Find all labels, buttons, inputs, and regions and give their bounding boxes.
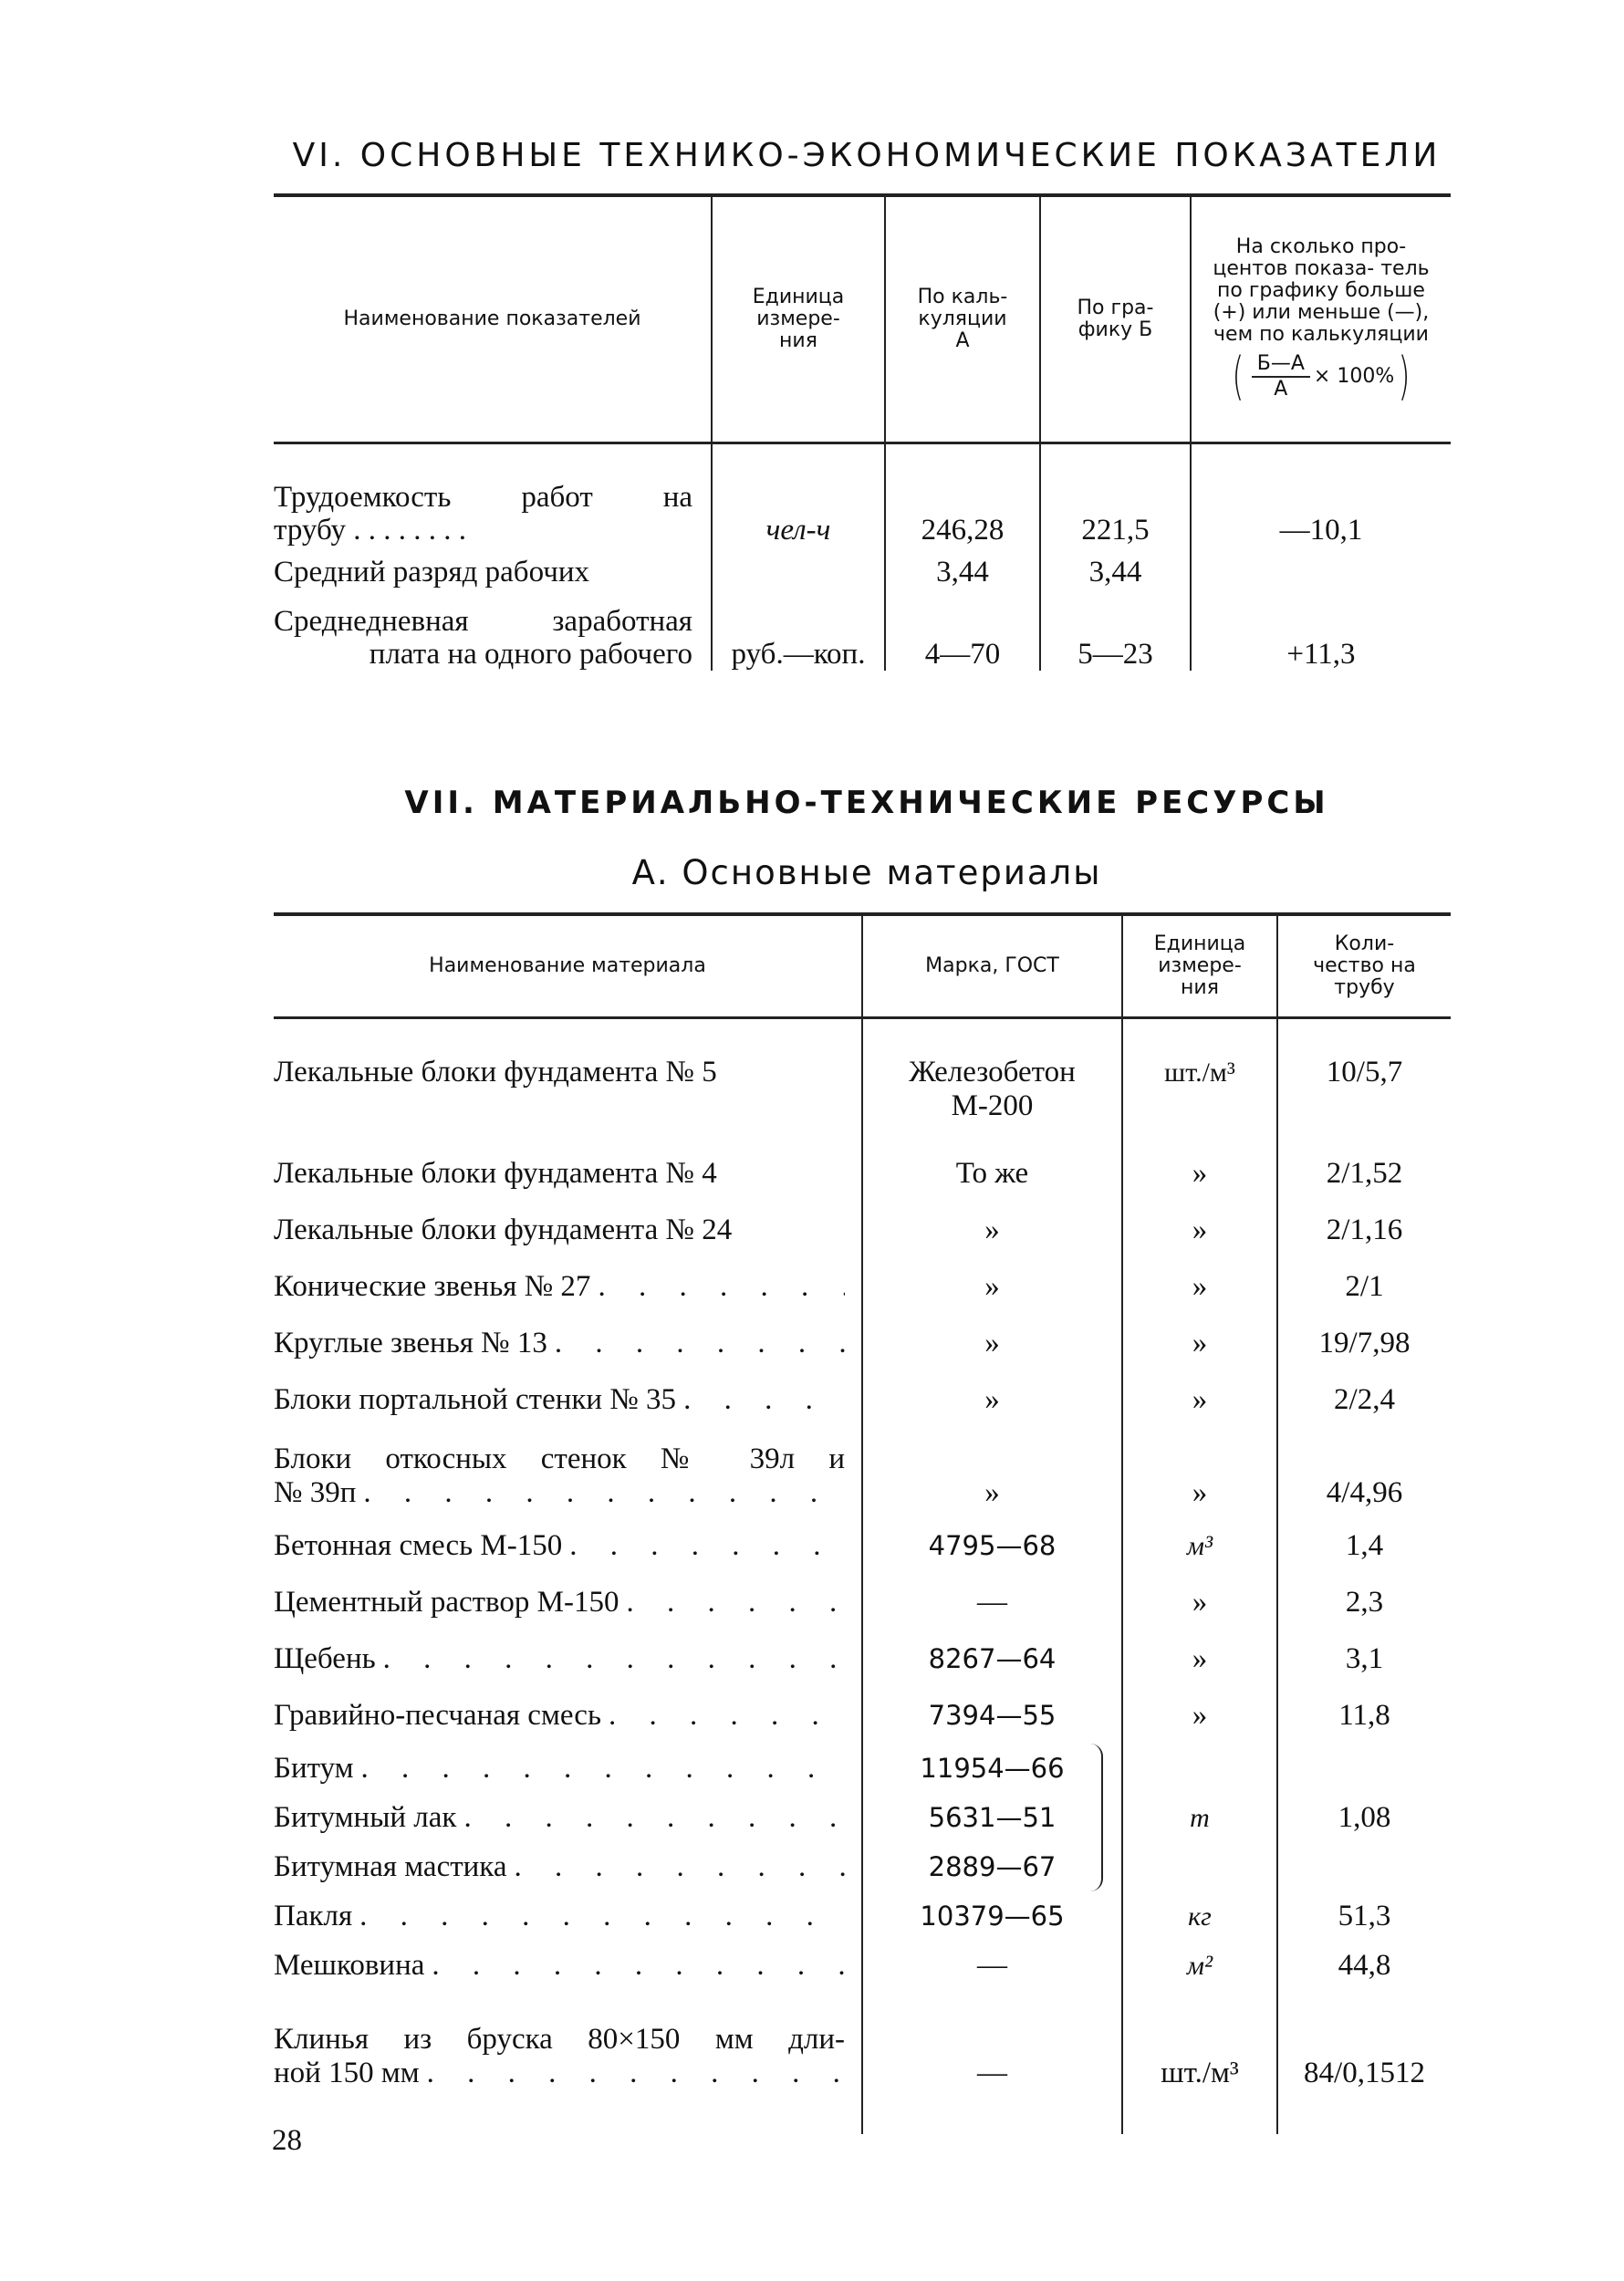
material-unit: » [1122,1202,1277,1258]
table-row [274,598,1451,671]
section-title-vii: VII. МАТЕРИАЛЬНО-ТЕХНИЧЕСКИЕ РЕСУРСЫ [404,785,1329,821]
indicator-name [274,598,712,671]
indicator-name-line2: плата на одного рабочего [369,638,692,671]
table-row [274,1744,1451,1793]
table-row [274,1428,1451,1517]
material-name-text: Битумная мастика [274,1849,507,1883]
material-name [274,1371,862,1428]
material-unit: кг [1122,1891,1277,1941]
material-mark: » [862,1202,1122,1258]
material-unit: шт./м³ [1122,1990,1277,2098]
header-by-calculation: По каль- куляции А [885,195,1040,443]
material-name-text: Битум [274,1751,354,1785]
indicator-graph: 3,44 [1040,547,1191,598]
material-qty: 2/1 [1277,1258,1451,1315]
material-name-line2: ной 150 мм [274,2057,420,2089]
material-mark [862,1744,1122,1793]
material-qty: 2/2,4 [1277,1371,1451,1428]
table-row [274,1371,1451,1428]
material-name [274,1687,862,1744]
economic-indicators-table [274,193,1451,671]
table-row [274,1941,1451,1990]
table-row [274,1315,1451,1371]
header-difference-text: На сколько про- центов показа- тель по графику больше (+) или меньше (—), чем по калькуляции [1213,235,1430,346]
material-mark: — [862,1574,1122,1630]
material-qty: 2,3 [1277,1574,1451,1630]
material-unit: » [1122,1371,1277,1428]
material-name [274,1891,862,1941]
material-unit: » [1122,1687,1277,1744]
material-name-text: Бетонная смесь М-150 [274,1528,563,1562]
material-name [274,1574,862,1630]
table-spacer [274,2098,1451,2134]
material-mark [862,1056,1122,1145]
material-mark: 10379—65 [862,1891,1122,1941]
material-name-text: Пакля [274,1899,353,1932]
indicator-name-line1: Среднедневная заработная [274,605,692,638]
material-qty: 19/7,98 [1277,1315,1451,1371]
table-row [274,1056,1451,1145]
material-mark [862,1793,1122,1842]
material-name-text: Цементный раствор М-150 [274,1585,619,1619]
material-name [274,1258,862,1315]
material-name [274,1744,862,1793]
material-mark: » [862,1315,1122,1371]
header-unit: Единица измере- ния [1122,914,1277,1018]
table-row [274,1687,1451,1744]
material-qty: 2/1,52 [1277,1145,1451,1202]
material-mark-line1: Железобетон [909,1056,1076,1088]
indicator-unit [712,547,885,598]
material-qty: 11,8 [1277,1687,1451,1744]
material-unit: » [1122,1630,1277,1687]
header-indicator-name: Наименование показателей [274,195,712,443]
page-number: 28 [272,2124,302,2157]
material-name [274,1842,862,1891]
material-mark: — [862,1941,1122,1990]
section-title-vi: VI. ОСНОВНЫЕ ТЕХНИКО-ЭКОНОМИЧЕСКИЕ ПОКАЗАТЕЛИ [292,137,1442,174]
material-mark-line2: М-200 [951,1089,1034,1122]
header-mark-gost: Марка, ГОСТ [862,914,1122,1018]
material-mark: 4795—68 [862,1517,1122,1574]
material-mark: » [862,1371,1122,1428]
header-unit: Единица измере- ния [712,195,885,443]
table-header-row [274,195,1451,443]
material-name [274,1630,862,1687]
section-subtitle-a: А. Основные материалы [631,853,1102,892]
formula-denominator: А [1274,378,1288,401]
material-name [274,1428,862,1517]
table-header-row [274,914,1451,1018]
indicator-calc: 246,28 [885,443,1040,547]
material-unit: » [1122,1315,1277,1371]
material-name-text: Гравийно-песчаная смесь [274,1698,601,1732]
material-name [274,1793,862,1842]
material-unit: » [1122,1145,1277,1202]
table-row [274,1891,1451,1941]
material-mark-text: 11954—66 [920,1752,1065,1784]
material-name-text: Блоки портальной стенки № 35 [274,1382,677,1416]
material-mark: 2889—67 [862,1842,1122,1891]
material-unit: шт./м³ [1122,1056,1277,1145]
material-name [274,1990,862,2098]
material-name [274,1517,862,1574]
indicator-diff: —10,1 [1191,443,1451,547]
indicator-diff [1191,547,1451,598]
material-unit: » [1122,1428,1277,1517]
indicator-unit: руб.—коп. [712,598,885,671]
material-mark: — [862,1990,1122,2098]
material-qty: 84/0,1512 [1277,1990,1451,2098]
material-mark: 7394—55 [862,1687,1122,1744]
material-name-line1: Клинья из бруска 80×150 мм дли- [274,2023,845,2056]
table-row [274,1145,1451,1202]
indicator-graph: 5—23 [1040,598,1191,671]
material-qty: 51,3 [1277,1891,1451,1941]
header-quantity: Коли- чество на трубу [1277,914,1451,1018]
material-mark: То же [862,1145,1122,1202]
formula-numerator: Б—А [1252,352,1310,378]
material-name-line2: № 39п [274,1476,357,1509]
header-by-schedule: По гра- фику Б [1040,195,1191,443]
table-row [274,1990,1451,2098]
table-row [274,1630,1451,1687]
table-row [274,1574,1451,1630]
header-difference [1191,195,1451,443]
indicator-calc: 4—70 [885,598,1040,671]
table-spacer [274,1018,1451,1057]
material-qty: 10/5,7 [1277,1056,1451,1145]
indicator-name-line2: трубу . . . . . . . . [274,514,466,547]
indicator-graph: 221,5 [1040,443,1191,547]
materials-table [274,912,1451,2134]
material-name-text: Круглые звенья № 13 [274,1326,547,1359]
material-name [274,1941,862,1990]
indicator-unit: чел-ч [712,443,885,547]
table-row [274,1258,1451,1315]
table-row [274,1202,1451,1258]
formula-right-paren: ) [1398,347,1411,406]
material-name-line1: Блоки откосных стенок № 39л и [274,1443,845,1475]
material-unit: м³ [1122,1517,1277,1574]
material-unit: » [1122,1258,1277,1315]
indicator-name [274,547,712,598]
material-mark-text: 5631—51 [928,1801,1057,1833]
material-unit: » [1122,1574,1277,1630]
table-row [274,443,1451,547]
header-material-name: Наименование материала [274,914,862,1018]
formula-multiplier: × 100% [1313,365,1395,388]
material-qty: 44,8 [1277,1941,1451,1990]
table-row [274,547,1451,598]
material-name: Лекальные блоки фундамента № 24 [274,1213,733,1246]
indicator-name [274,443,712,547]
material-name-text: Битумный лак [274,1800,457,1834]
material-name [274,1315,862,1371]
indicator-diff: +11,3 [1191,598,1451,671]
material-name: Лекальные блоки фундамента № 4 [274,1156,717,1190]
indicator-calc: 3,44 [885,547,1040,598]
formula-left-paren: ( [1232,347,1244,406]
material-name-text: Щебень [274,1641,376,1675]
material-qty: 2/1,16 [1277,1202,1451,1258]
material-mark: » [862,1428,1122,1517]
material-name: Лекальные блоки фундамента № 5 [274,1056,717,1088]
material-qty: 4/4,96 [1277,1428,1451,1517]
material-unit: т [1122,1744,1277,1891]
material-qty: 1,4 [1277,1517,1451,1574]
material-qty: 3,1 [1277,1630,1451,1687]
grouping-brace [1090,1744,1103,1891]
percent-formula [1228,347,1414,406]
material-name-text: Мешковина [274,1948,425,1982]
material-qty: 1,08 [1277,1744,1451,1891]
material-unit: м² [1122,1941,1277,1990]
material-name-text: Конические звенья № 27 [274,1269,591,1303]
table-row [274,1517,1451,1574]
material-mark: 8267—64 [862,1630,1122,1687]
indicator-name-line1: Средний разряд рабочих [274,556,589,588]
material-mark: » [862,1258,1122,1315]
indicator-name-line1: Трудоемкость работ на [274,481,692,514]
formula-fraction [1252,352,1310,401]
